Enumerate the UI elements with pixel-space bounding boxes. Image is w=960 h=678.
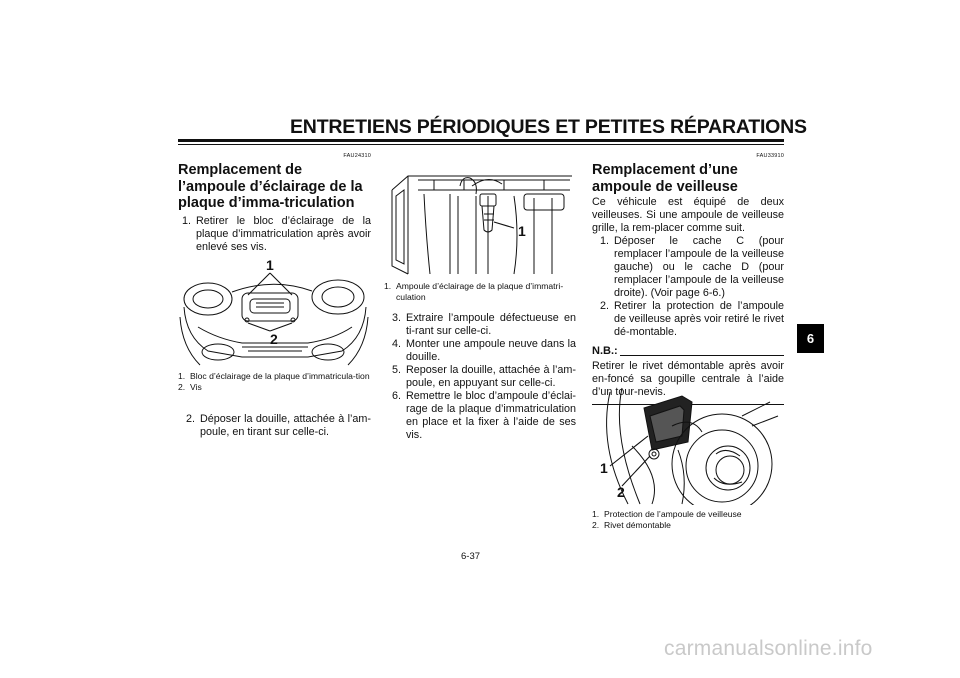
caption-item	[178, 371, 371, 382]
step-text: Reposer la douille, attachée à l’am-poule, en appuyant sur celle-ci.	[406, 364, 576, 389]
middle-column	[384, 312, 576, 442]
step-text: Extraire l’ampoule défectueuse en ti-rant sur celle-ci.	[406, 312, 576, 337]
step-number: 1.	[182, 214, 192, 227]
caption-item	[178, 382, 371, 393]
caption-text: Ampoule d’éclairage de la plaque d’immatri-culation	[396, 281, 564, 302]
caption-number: 1.	[384, 281, 392, 291]
figure-license-plate-light	[178, 247, 371, 369]
chapter-tab[interactable]: 6	[797, 324, 824, 353]
step-number: 4.	[392, 338, 402, 350]
left-column	[178, 153, 371, 254]
caption-number: 1.	[178, 371, 186, 381]
step-item	[178, 413, 371, 439]
caption-text: Vis	[190, 381, 202, 392]
figure-callout: 1	[266, 257, 274, 273]
note-text: Retirer le rivet démontable après avoir en-foncé sa goupille centrale à l’aide d’un tour-nevis.	[592, 360, 784, 398]
site-watermark[interactable]: carmanualsonline.info	[664, 637, 873, 660]
caption-number: 2.	[592, 519, 600, 530]
caption-text: Bloc d’éclairage de la plaque d’immatricula-tion	[190, 371, 370, 381]
step-item	[592, 235, 784, 300]
step-item	[384, 364, 576, 390]
figure-bulb-socket	[384, 156, 576, 275]
section-title: Remplacement de l’ampoule d’éclairage de la plaque d’imma-triculation	[178, 162, 363, 211]
caption-text: Protection de l’ampoule de veilleuse	[604, 509, 742, 519]
step-number: 3.	[392, 312, 402, 324]
license-plate-light-illustration	[178, 247, 371, 369]
step-item	[384, 390, 576, 442]
step-number: 1.	[600, 235, 610, 247]
figure-callout: 2	[617, 484, 625, 500]
figure-callout: 2	[270, 331, 278, 347]
figure-caption	[592, 509, 784, 530]
caption-number: 1.	[592, 509, 600, 519]
caption-item	[592, 509, 784, 520]
step-text: Monter une ampoule neuve dans la douille.	[406, 338, 576, 363]
right-column	[592, 153, 784, 405]
figure-caption	[384, 281, 576, 302]
step-number: 2.	[186, 413, 196, 425]
step-text: Retirer le bloc d’éclairage de la plaque d’immatriculation après avoir enlevé ses vis.	[196, 214, 371, 253]
header-rule-thin	[178, 144, 784, 145]
figure-callout: 1	[600, 460, 608, 476]
step-text: Remettre le bloc d’ampoule d’éclai-rage de la plaque d’immatriculation en place et la fixer à l’aide de ses vis.	[406, 390, 576, 441]
section-title: Remplacement d’une ampoule de veilleuse	[592, 162, 738, 195]
step-text: Déposer le cache C (pour remplacer l’ampoule de la veilleuse gauche) ou le cache D (pour remplacer l’ampoule de la veilleuse droite). (Voir page 6-6.)	[614, 235, 784, 299]
bulb-socket-illustration	[384, 156, 576, 275]
left-column-continued	[178, 413, 371, 439]
figure-callout: 1	[518, 223, 526, 239]
step-item	[592, 300, 784, 339]
step-text: Déposer la douille, attachée à l’am-poule, en tirant sur celle-ci.	[200, 413, 371, 438]
section-code: FAU24310	[343, 153, 371, 159]
note-rule	[620, 355, 784, 356]
page-title: ENTRETIENS PÉRIODIQUES ET PETITES RÉPARATIONS	[290, 116, 807, 138]
page-number: 6-37	[461, 551, 481, 562]
figure-position-light	[592, 386, 784, 505]
caption-number: 2.	[178, 381, 186, 392]
step-item	[384, 312, 576, 338]
figure-caption	[178, 371, 371, 392]
step-text: Retirer la protection de l’ampoule de veilleuse après voir retiré le rivet dé-montable.	[614, 300, 784, 338]
section-code: FAU33910	[756, 153, 784, 159]
caption-text: Rivet démontable	[604, 519, 671, 530]
step-number: 2.	[600, 300, 610, 312]
note-label: N.B.:	[592, 345, 618, 357]
step-item	[384, 338, 576, 364]
intro-paragraph: Ce véhicule est équipé de deux veilleuses. Si une ampoule de veilleuse grille, la rem-placer comme suit.	[592, 196, 784, 234]
caption-item	[592, 520, 784, 531]
step-number: 6.	[392, 390, 402, 402]
note-header	[592, 345, 784, 358]
step-number: 5.	[392, 364, 402, 376]
header-rule	[178, 139, 784, 142]
caption-item	[384, 281, 576, 302]
